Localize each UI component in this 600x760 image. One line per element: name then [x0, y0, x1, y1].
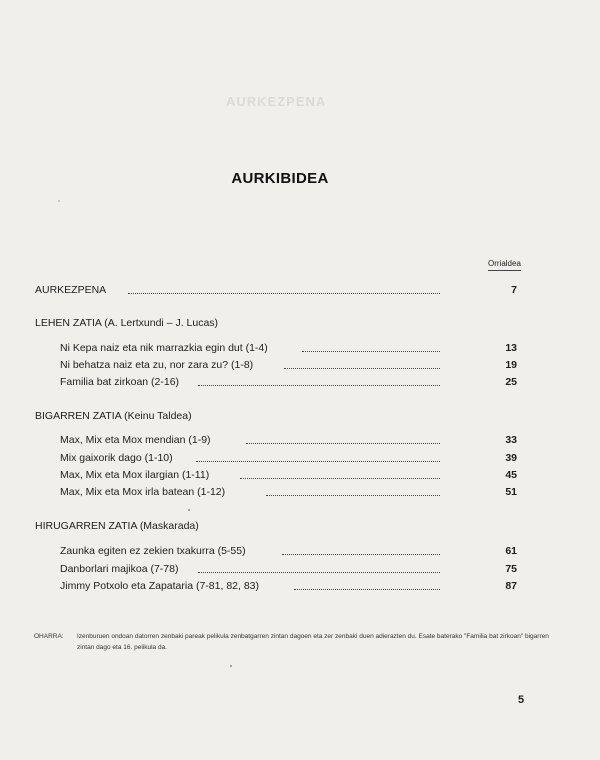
dot-leader: [196, 461, 440, 462]
toc-page-number: 13: [505, 342, 517, 354]
toc-row: [0, 543, 600, 559]
toc-row: [0, 561, 600, 577]
footnote-tag: OHARRA:: [34, 633, 64, 640]
toc-entry-label: Jimmy Potxolo eta Zapataria (7-81, 82, 83): [60, 580, 260, 592]
toc-page-number: 75: [505, 563, 517, 575]
toc-page-number: 87: [505, 580, 517, 592]
paper-speck: [58, 200, 60, 202]
footnote-text: Izenburuen ondoan datorren zenbaki pareak pelikula zenbatgarren zintan dagoen eta zer zenbaki duen adierazten du. Esate baterako "Familia bat zirkoan" bigarren zintan dago eta 16. pelikula da.: [77, 633, 549, 651]
dot-leader: [294, 589, 440, 590]
toc-entry-label: Ni behatza naiz eta zu, nor zara zu? (1-8): [60, 359, 254, 371]
dot-leader: [198, 572, 440, 573]
toc-entry-label: Max, Mix eta Mox mendian (1-9): [60, 434, 211, 446]
toc-row: [0, 450, 600, 466]
bleed-through-text: AURKEZPENA: [226, 94, 327, 109]
toc-entry-label: Max, Mix eta Mox ilargian (1-11): [60, 469, 210, 481]
page-number: 5: [518, 694, 525, 706]
paper-speck: [230, 665, 232, 667]
section-heading: BIGARREN ZATIA (Keinu Taldea): [35, 410, 192, 422]
toc-page-number: 25: [505, 376, 517, 388]
dot-leader: [282, 554, 440, 555]
toc-page-number: 61: [505, 545, 517, 557]
toc-entry-label: AURKEZPENA: [35, 284, 107, 296]
dot-leader: [128, 293, 440, 294]
paper-speck: [188, 509, 190, 511]
page-column-header: Orrialdea: [488, 259, 521, 271]
toc-page-number: 51: [505, 486, 517, 498]
dot-leader: [302, 351, 440, 352]
dot-leader: [240, 478, 440, 479]
dot-leader: [198, 385, 440, 386]
toc-entry-label: Mix gaixorik dago (1-10): [60, 452, 173, 464]
toc-page-number: 7: [511, 284, 517, 296]
toc-entry-label: Familia bat zirkoan (2-16): [60, 376, 180, 388]
toc-entry-label: Danborlari majikoa (7-78): [60, 563, 179, 575]
toc-page-number: 39: [505, 452, 517, 464]
toc-row: [0, 357, 600, 373]
toc-row: [0, 467, 600, 483]
dot-leader: [266, 495, 440, 496]
toc-page-number: 33: [505, 434, 517, 446]
toc-row: [0, 340, 600, 356]
toc-entry-label: Max, Mix eta Mox irla batean (1-12): [60, 486, 226, 498]
toc-entry-label: Ni Kepa naiz eta nik marrazkia egin dut (1-4): [60, 342, 268, 354]
toc-row: [0, 484, 600, 500]
dot-leader: [246, 443, 440, 444]
section-heading: HIRUGARREN ZATIA (Maskarada): [35, 520, 199, 532]
toc-row: [0, 578, 600, 594]
page-title: AURKIBIDEA: [231, 170, 329, 187]
toc-page-number: 45: [505, 469, 517, 481]
dot-leader: [284, 368, 440, 369]
toc-row: [0, 432, 600, 448]
toc-entry-label: Zaunka egiten ez zekien txakurra (5-55): [60, 545, 246, 557]
toc-row: [0, 374, 600, 390]
toc-row-intro: [0, 282, 600, 298]
toc-page-number: 19: [505, 359, 517, 371]
section-heading: LEHEN ZATIA (A. Lertxundi – J. Lucas): [35, 317, 219, 329]
